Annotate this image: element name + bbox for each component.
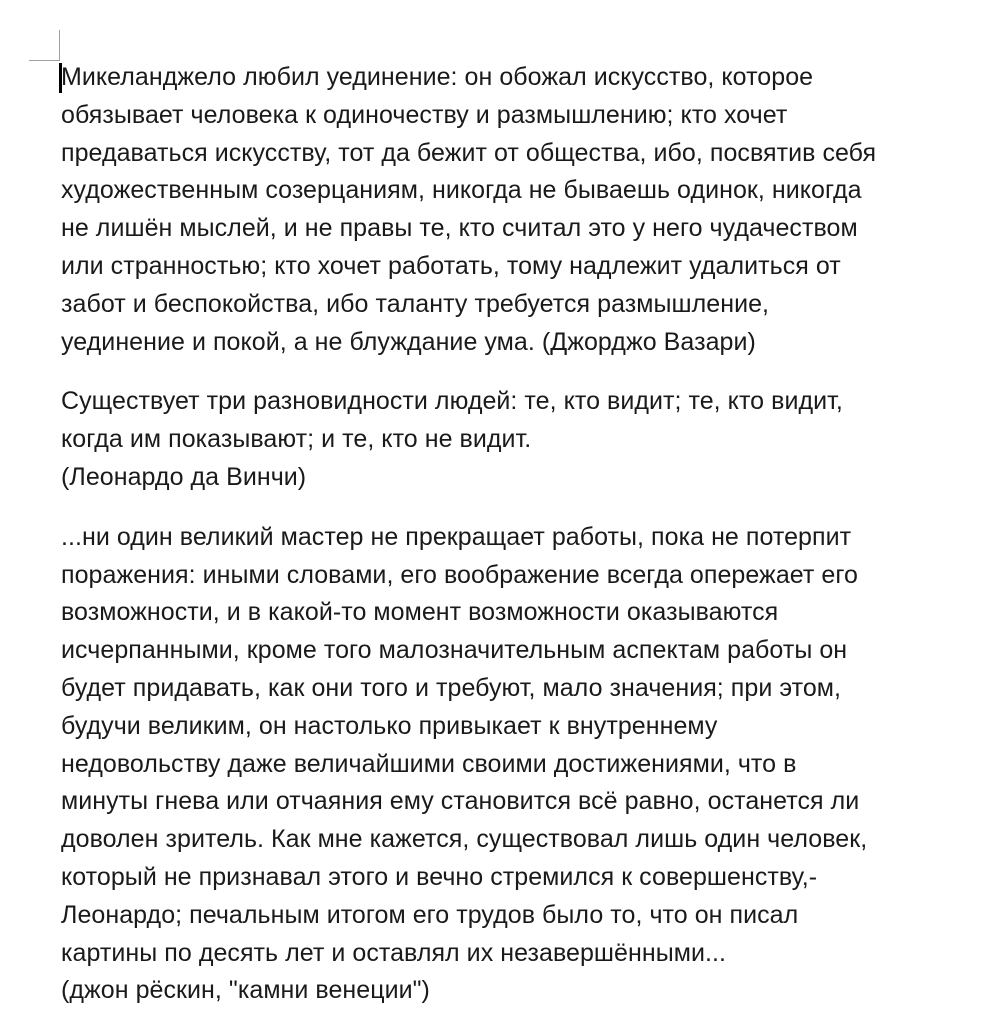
text-line: Существует три разновидности людей: те, кто видит; те, кто видит, <box>61 387 843 416</box>
text-line: ...ни один великий мастер не прекращает работы, пока не потерпит <box>61 522 852 551</box>
paragraph-vasari-quote[interactable] <box>61 59 1000 361</box>
text-line: доволен зритель. Как мне кажется, существовал лишь один человек, <box>61 825 868 854</box>
text-line: Леонардо; печальным итогом его трудов было то, что он писал <box>61 900 799 929</box>
text-line: обязывает человека к одиночеству и размышлению; кто хочет <box>61 100 788 129</box>
text-line: поражения: иными словами, его воображение всегда опережает его <box>61 560 858 589</box>
text-line: который не признавал этого и вечно стремился к совершенству,- <box>61 862 818 891</box>
text-line: не лишён мыслей, и не правы те, кто считал это у него чудачеством <box>61 214 858 243</box>
text-line: (Леонардо да Винчи) <box>61 462 307 491</box>
text-line: предаваться искусству, тот да бежит от общества, ибо, посвятив себя <box>61 138 877 167</box>
text-line: возможности, и в какой-то момент возможности оказываются <box>61 598 779 627</box>
text-line: картины по десять лет и оставлял их незавершёнными... <box>61 938 726 967</box>
text-line: или странностью; кто хочет работать, тому надлежит удалиться от <box>61 251 841 280</box>
text-line: когда им показывают; и те, кто не видит. <box>61 425 532 454</box>
text-line: художественным созерцаниям, никогда не бываешь одинок, никогда <box>61 176 862 205</box>
text-line: забот и беспокойства, ибо таланту требуется размышление, <box>61 289 770 318</box>
text-line: будет придавать, как они того и требуют, мало значения; при этом, <box>61 673 842 702</box>
margin-corner-guide-horizontal <box>29 60 60 61</box>
paragraph-ruskin-quote[interactable] <box>61 519 1000 1010</box>
text-line: Микеланджело любил уединение: он обожал искусство, которое <box>61 63 814 91</box>
text-line: уединение и покой, а не блуждание ума. (Джорджо Вазари) <box>61 327 756 356</box>
paragraph-leonardo-quote[interactable] <box>61 383 1000 496</box>
text-line: (джон рёскин, "камни венеции") <box>61 976 430 1005</box>
margin-corner-guide-vertical <box>59 30 60 61</box>
text-line: будучи великим, он настолько привыкает к внутреннему <box>61 711 718 740</box>
text-line: недовольству даже величайшими своими достижениями, что в <box>61 749 797 778</box>
text-line: исчерпанными, кроме того малозначительным аспектам работы он <box>61 636 848 665</box>
document-body[interactable] <box>61 59 1000 1032</box>
text-line: минуты гнева или отчаяния ему становится всё равно, останется ли <box>61 787 860 816</box>
